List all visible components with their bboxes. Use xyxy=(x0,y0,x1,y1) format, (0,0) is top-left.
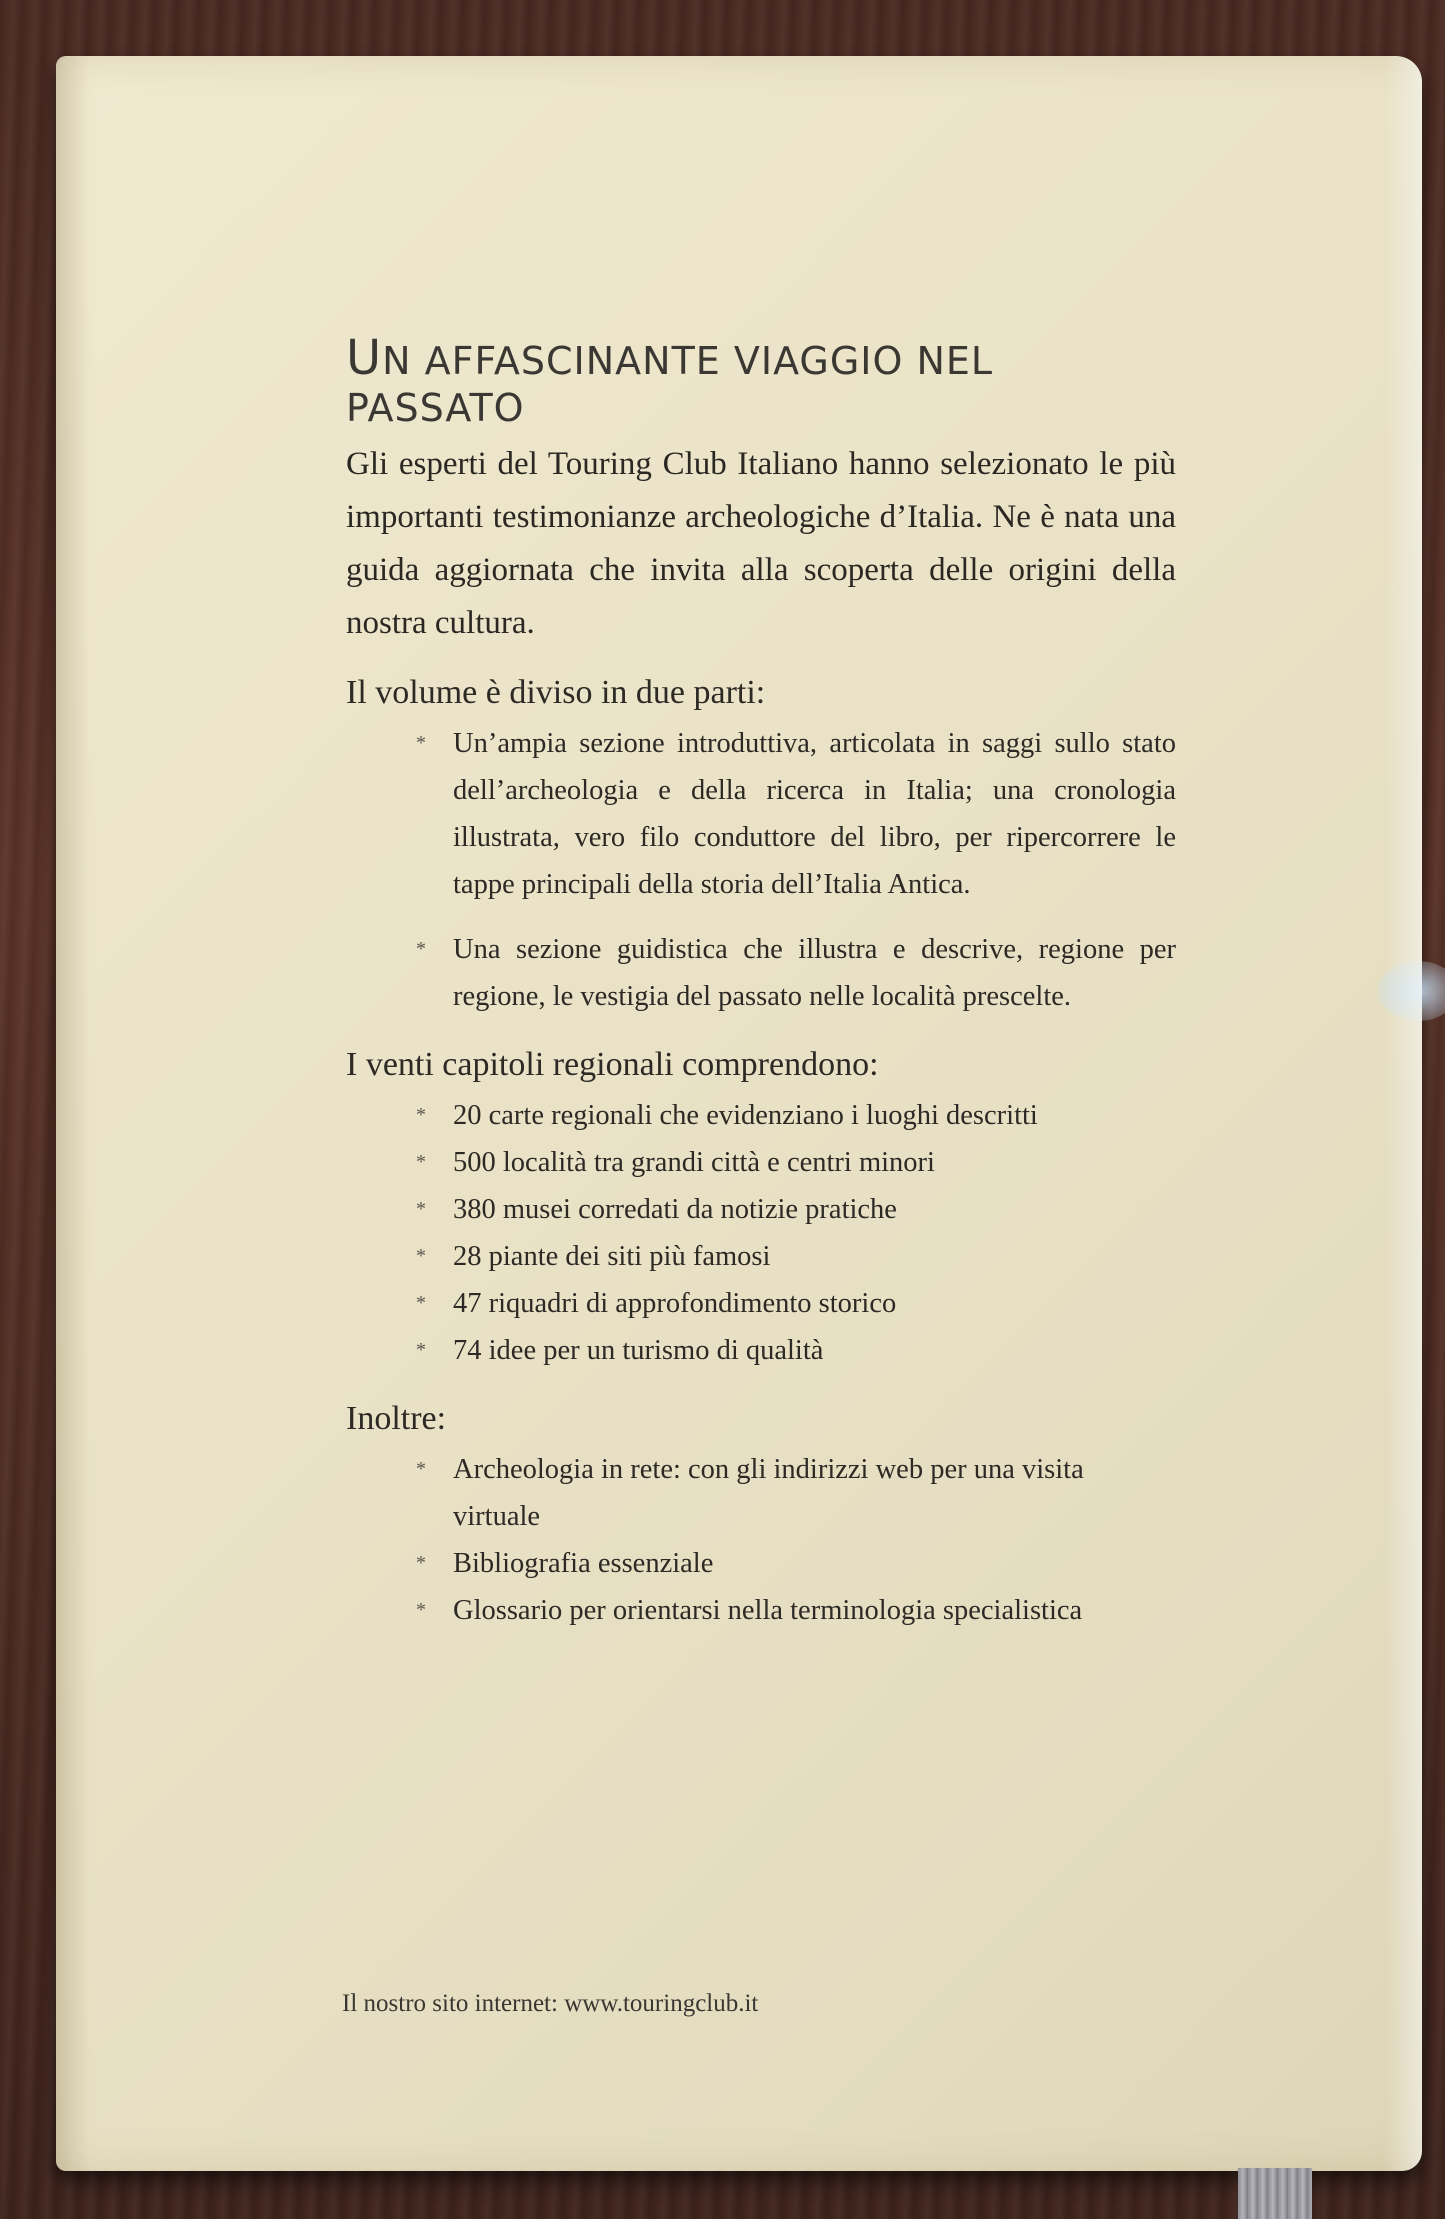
star-bullet-icon: * xyxy=(416,1198,426,1220)
star-bullet-icon: * xyxy=(416,1104,426,1126)
list-item: * 380 musei corredati da notizie pratiche xyxy=(416,1186,1176,1233)
list-item: * Glossario per orientarsi nella terminologia specialistica xyxy=(416,1587,1176,1634)
headline: UN AFFASCINANTE VIAGGIO NEL PASSATO xyxy=(346,330,994,430)
list-item: * 74 idee per un turismo di qualità xyxy=(416,1327,1176,1374)
star-bullet-icon: * xyxy=(416,1552,426,1574)
extra-title: Inoltre: xyxy=(346,1400,447,1437)
list-item: * Una sezione guidistica che illustra e descrive, regione per regione, le vestigia del passato nelle località prescelte. xyxy=(416,926,1176,1020)
volume-title: Il volume è diviso in due parti: xyxy=(346,674,766,711)
star-bullet-icon: * xyxy=(416,732,426,754)
bookmark-ribbon xyxy=(1238,2168,1312,2219)
star-bullet-icon: * xyxy=(416,1458,426,1480)
light-reflection xyxy=(1378,961,1445,1021)
intro-paragraph: Gli esperti del Touring Club Italiano hanno selezionato le più importanti testimonianze archeologiche d’Italia. Ne è nata una guida aggiornata che invita alla scoperta delle origini della nostra cultura. xyxy=(346,446,1176,641)
chapters-title: I venti capitoli regionali comprendono: xyxy=(346,1046,879,1083)
list-item: * 20 carte regionali che evidenziano i luoghi descritti xyxy=(416,1092,1176,1139)
list-item: * 28 piante dei siti più famosi xyxy=(416,1233,1176,1280)
star-bullet-icon: * xyxy=(416,1599,426,1621)
website-note: Il nostro sito internet: www.touringclub.it xyxy=(342,1990,759,2017)
star-bullet-icon: * xyxy=(416,1339,426,1361)
star-bullet-icon: * xyxy=(416,1151,426,1173)
chapters-list xyxy=(346,1092,1176,1374)
list-item: * Un’ampia sezione introduttiva, articolata in saggi sullo stato dell’archeologia e della ricerca in Italia; una cronologia illustrata, vero filo conduttore del libro, per ripercorrere le tappe principali della storia dell’Italia Antica. xyxy=(416,720,1176,908)
extra-list xyxy=(346,1446,1176,1634)
star-bullet-icon: * xyxy=(416,1292,426,1314)
star-bullet-icon: * xyxy=(416,938,426,960)
list-item: * Bibliografia essenziale xyxy=(416,1540,1176,1587)
cover-text xyxy=(346,330,1176,1634)
list-item: * 47 riquadri di approfondimento storico xyxy=(416,1280,1176,1327)
list-item: * Archeologia in rete: con gli indirizzi web per una visita virtuale xyxy=(416,1446,1176,1540)
volume-parts-list xyxy=(346,720,1176,1020)
list-item: * 500 località tra grandi città e centri minori xyxy=(416,1139,1176,1186)
star-bullet-icon: * xyxy=(416,1245,426,1267)
